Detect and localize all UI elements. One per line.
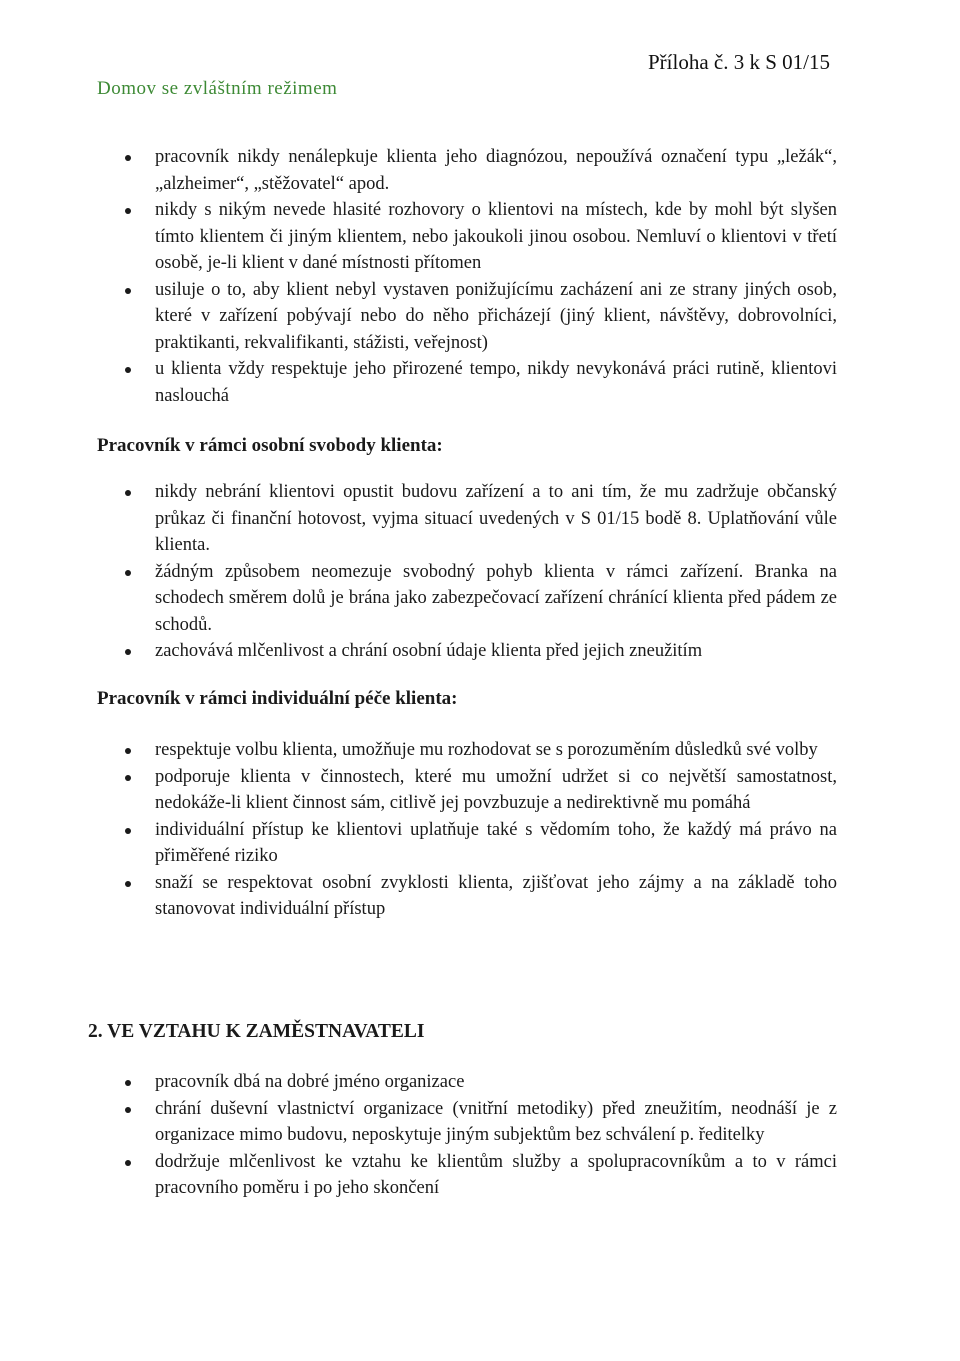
- list-dignity: [97, 144, 837, 409]
- bullet-icon: [125, 367, 131, 373]
- bullet-icon: [125, 649, 131, 655]
- bullet-icon: [125, 1107, 131, 1113]
- list-item: pracovník nikdy nenálepkuje klienta jeho diagnózou, nepoužívá označení typu „ležák“, „alzheimer“, „stěžovatel“ apod.: [97, 144, 837, 197]
- list-item: u klienta vždy respektuje jeho přirozené tempo, nikdy nevykonává práci rutině, klientovi naslouchá: [97, 356, 837, 409]
- organization-name: Domov se zvláštním režimem: [97, 78, 338, 99]
- list-item: dodržuje mlčenlivost ke vztahu ke klientům služby a spolupracovníkům a to v rámci pracovního poměru i po jeho skončení: [97, 1149, 837, 1202]
- bullet-icon: [125, 570, 131, 576]
- section-heading-employer: 2. VE VZTAHU K ZAMĚSTNAVATELI: [88, 1021, 425, 1042]
- list-item: individuální přístup ke klientovi uplatňuje také s vědomím toho, že každý má právo na přiměřené riziko: [97, 817, 837, 870]
- section-heading-freedom: Pracovník v rámci osobní svobody klienta:: [97, 435, 443, 456]
- list-individual-care: [97, 737, 837, 923]
- section-heading-individual-care: Pracovník v rámci individuální péče klienta:: [97, 688, 458, 709]
- bullet-icon: [125, 288, 131, 294]
- attachment-label: Příloha č. 3 k S 01/15: [648, 50, 830, 74]
- bullet-icon: [125, 748, 131, 754]
- list-item: zachovává mlčenlivost a chrání osobní údaje klienta před jejich zneužitím: [97, 638, 837, 665]
- bullet-icon: [125, 828, 131, 834]
- list-item: podporuje klienta v činnostech, které mu umožní udržet si co největší samostatnost, nedokáže-li klient činnost sám, citlivě jej povzbuzuje a nedirektivně mu pomáhá: [97, 764, 837, 817]
- bullet-icon: [125, 208, 131, 214]
- list-item: nikdy s nikým nevede hlasité rozhovory o klientovi na místech, kde by mohl být slyšen tímto klientem či jiným klientem, nebo jakoukoli jinou osobou. Nemluví o klientovi v třetí osobě, je-li klient v dané místnosti přítomen: [97, 197, 837, 277]
- list-item: nikdy nebrání klientovi opustit budovu zařízení a to ani tím, že mu zadržuje občanský průkaz či finanční hotovost, vyjma situací uvedených v S 01/15 bodě 8. Uplatňování vůle klienta.: [97, 479, 837, 559]
- bullet-icon: [125, 881, 131, 887]
- bullet-icon: [125, 775, 131, 781]
- bullet-icon: [125, 1160, 131, 1166]
- bullet-icon: [125, 490, 131, 496]
- list-item: usiluje o to, aby klient nebyl vystaven ponižujícímu zacházení ani ze strany jiných osob, které v zařízení pobývají nebo do něho přicházejí (jiný klient, návštěvy, dobrovolníci, praktikanti, rekvalifikanti, stážisti, veřejnost): [97, 277, 837, 357]
- list-freedom: [97, 479, 837, 665]
- bullet-icon: [125, 155, 131, 161]
- bullet-icon: [125, 1080, 131, 1086]
- list-item: žádným způsobem neomezuje svobodný pohyb klienta v rámci zařízení. Branka na schodech směrem dolů je brána jako zabezpečovací zařízení chránící klienta před pádem ze schodů.: [97, 559, 837, 639]
- list-item: chrání duševní vlastnictví organizace (vnitřní metodiky) před zneužitím, neodnáší je z organizace mimo budovu, neposkytuje jiným subjektům bez schválení p. ředitelky: [97, 1096, 837, 1149]
- list-item: pracovník dbá na dobré jméno organizace: [97, 1069, 837, 1096]
- list-item: snaží se respektovat osobní zvyklosti klienta, zjišťovat jeho zájmy a na základě toho stanovovat individuální přístup: [97, 870, 837, 923]
- list-employer: [97, 1069, 837, 1202]
- list-item: respektuje volbu klienta, umožňuje mu rozhodovat se s porozuměním důsledků své volby: [97, 737, 837, 764]
